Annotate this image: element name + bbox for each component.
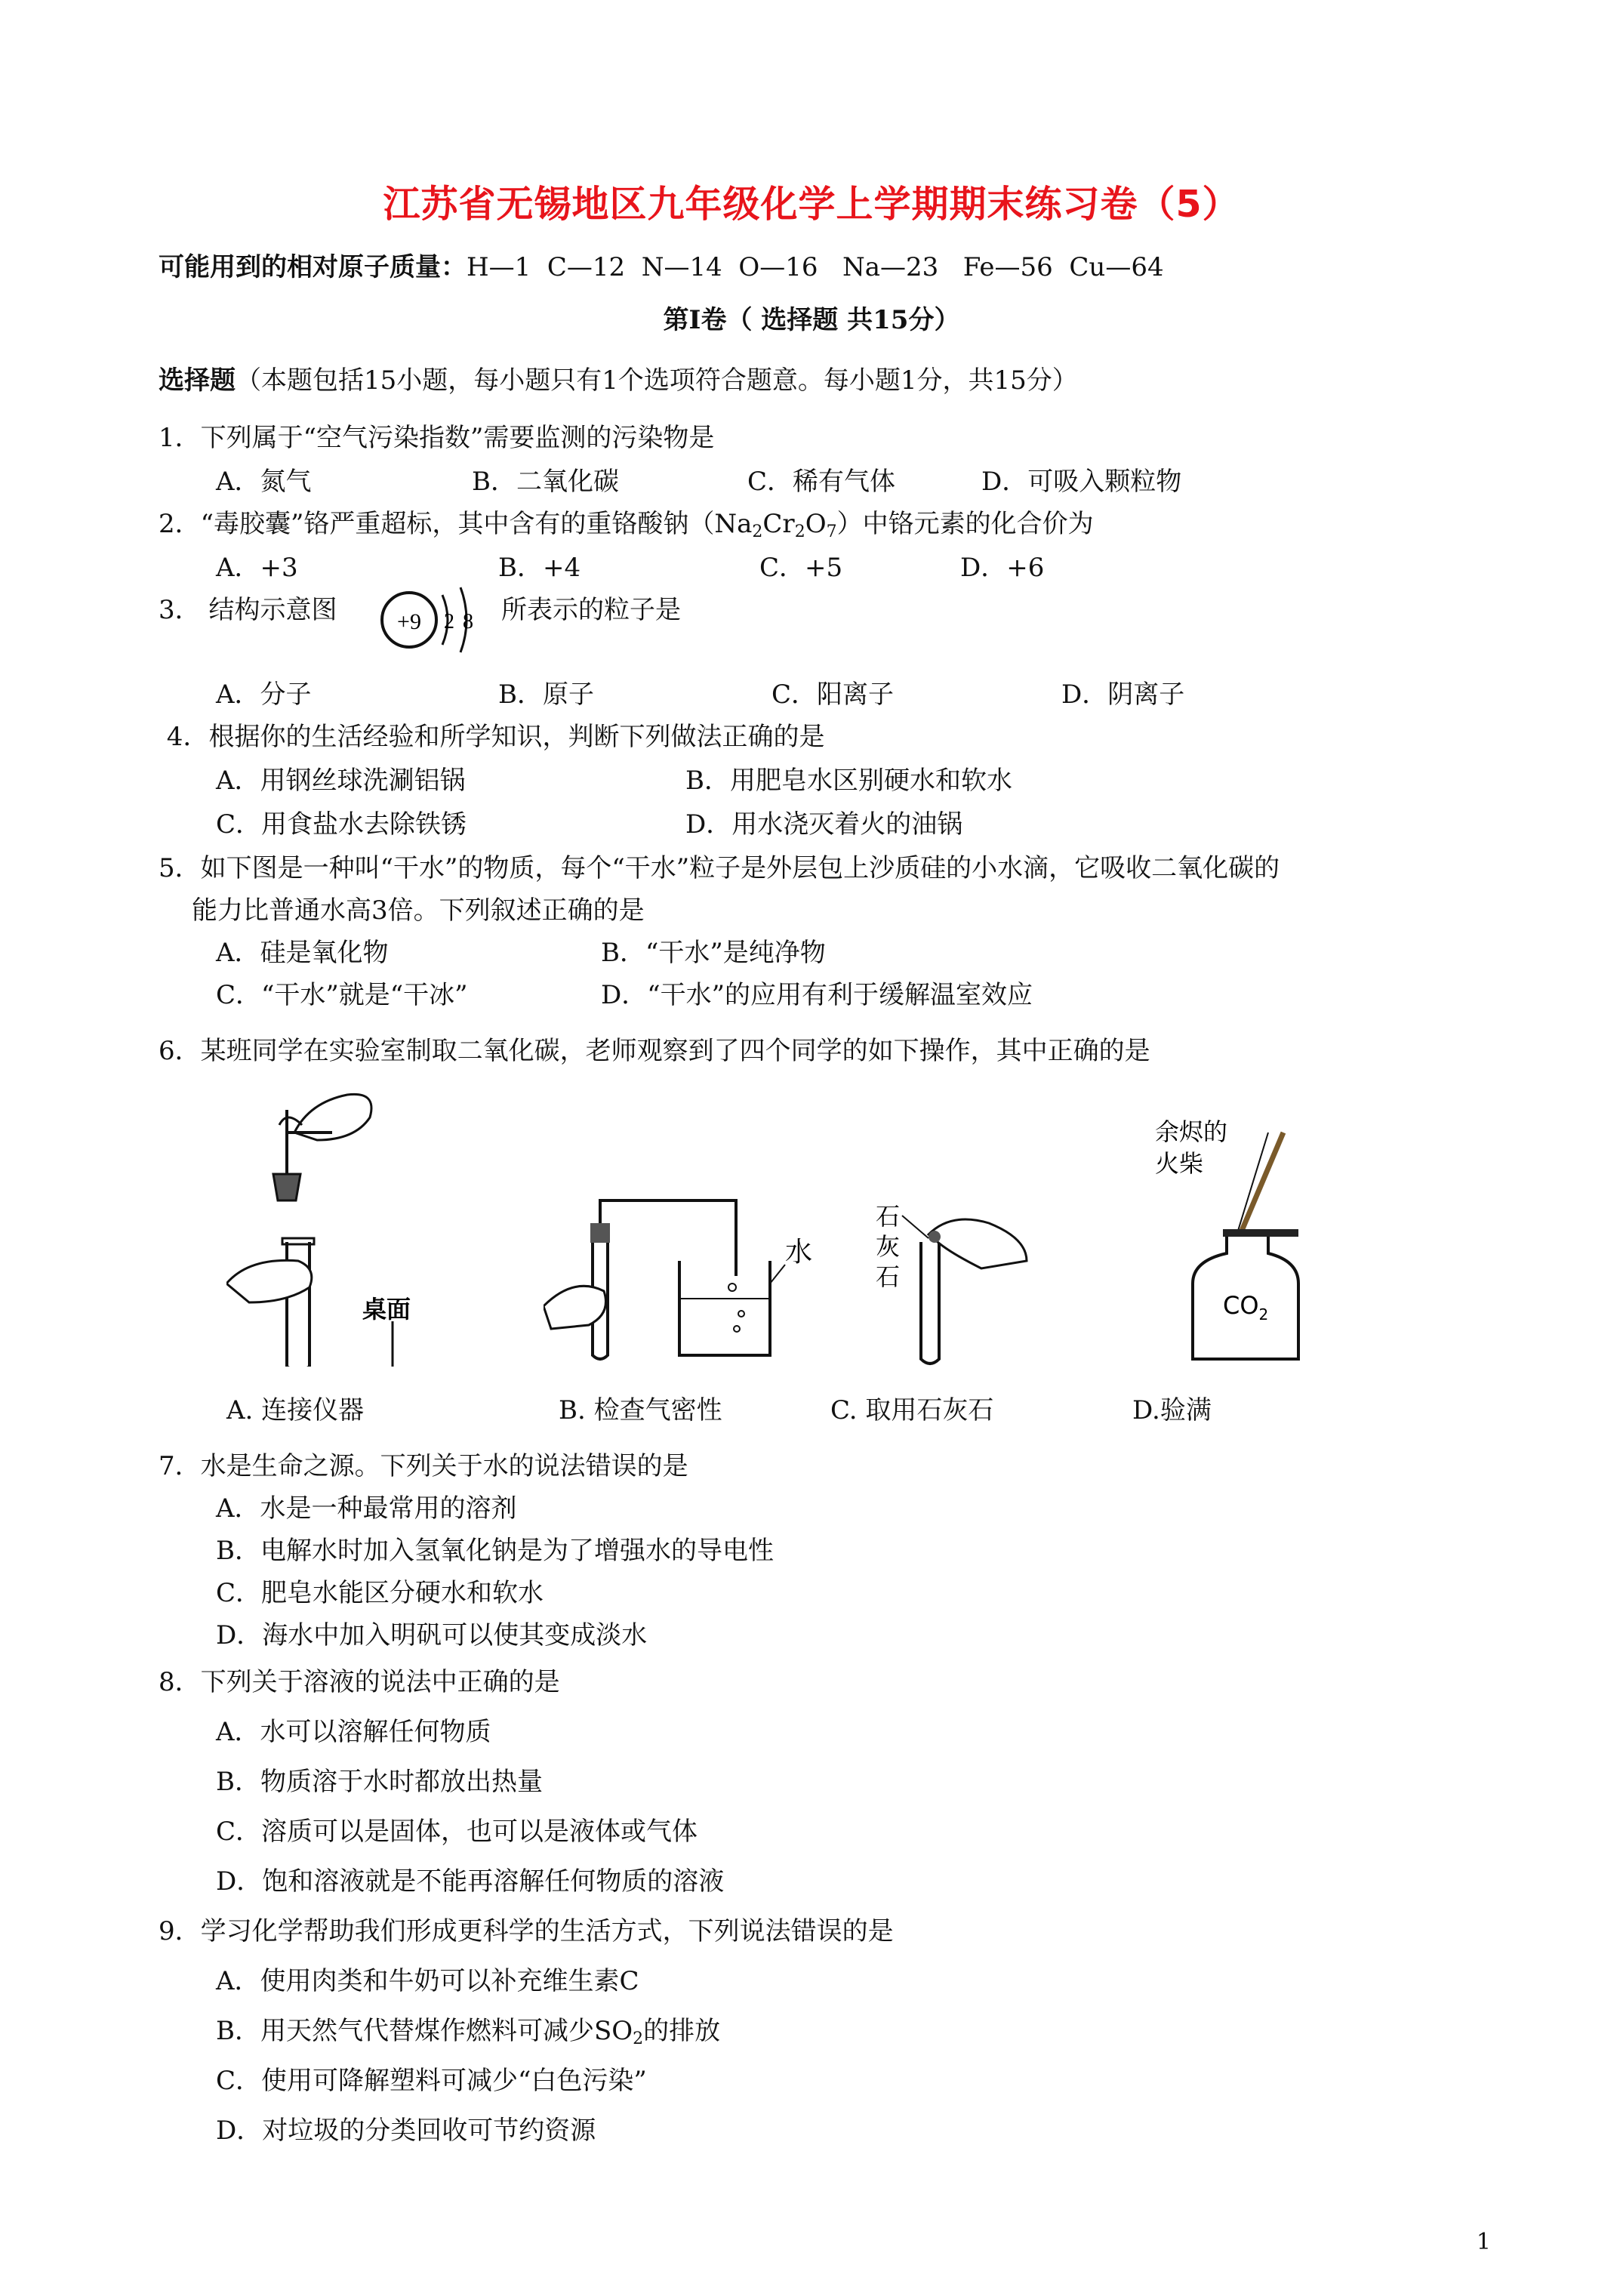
q2-option-c: C．+5 bbox=[759, 553, 843, 583]
q3-option-b: B．原子 bbox=[498, 680, 594, 710]
q5-option-d: D．“干水”的应用有利于缓解温室效应 bbox=[601, 980, 1033, 1010]
table-surface-label: 桌面 bbox=[362, 1295, 411, 1324]
q2-stem-cr: Cr bbox=[762, 509, 795, 539]
q8-option-d: D．饱和溶液就是不能再溶解任何物质的溶液 bbox=[216, 1866, 725, 1897]
q8-option-b: B．物质溶于水时都放出热量 bbox=[216, 1767, 543, 1797]
q5-option-b: B．“干水”是纯净物 bbox=[601, 938, 826, 968]
instructions-label: 选择题 bbox=[159, 365, 236, 396]
q8-stem: 8．下列关于溶液的说法中正确的是 bbox=[159, 1667, 560, 1697]
q2-stem-post: ）中铬元素的化合价为 bbox=[836, 509, 1094, 539]
q2-stem-pre: 2．“毒胶囊”铬严重超标，其中含有的重铬酸钠（Na bbox=[159, 509, 753, 539]
figure-b-airtightness-check bbox=[544, 1193, 823, 1367]
figure-d-check-full bbox=[1147, 1110, 1329, 1367]
q1-option-b: B．二氧化碳 bbox=[472, 467, 619, 497]
q5-stem-line2: 能力比普通水高3倍。下列叙述正确的是 bbox=[192, 895, 645, 926]
atomic-mass-line bbox=[159, 251, 1164, 284]
q2-sub-1: 2 bbox=[752, 522, 763, 541]
shell-1-electrons: 2 bbox=[444, 610, 454, 633]
q4-option-d: D．用水浇灭着火的油锅 bbox=[685, 809, 963, 840]
q1-option-a: A．氮气 bbox=[216, 467, 312, 497]
ember-match-label-2: 火柴 bbox=[1155, 1149, 1204, 1178]
shell-2-electrons: 8 bbox=[463, 610, 473, 633]
page-title: 江苏省无锡地区九年级化学上学期期末练习卷（5） bbox=[383, 183, 1240, 226]
q6-option-c: C. 取用石灰石 bbox=[830, 1395, 994, 1425]
q7-option-c: C．肥皂水能区分硬水和软水 bbox=[216, 1578, 544, 1608]
q1-option-c: C．稀有气体 bbox=[747, 467, 896, 497]
q4-option-a: A．用钢丝球洗涮铝锅 bbox=[216, 766, 466, 796]
q6-option-a: A. 连接仪器 bbox=[226, 1395, 365, 1425]
q2-option-a: A．+3 bbox=[216, 553, 298, 583]
q7-option-a: A．水是一种最常用的溶剂 bbox=[216, 1493, 517, 1524]
q9-option-c: C．使用可降解塑料可减少“白色污染” bbox=[216, 2066, 647, 2096]
q9-option-d: D．对垃圾的分类回收可节约资源 bbox=[216, 2116, 596, 2146]
instructions bbox=[159, 364, 1078, 397]
limestone-label-1: 石 bbox=[876, 1202, 901, 1231]
q2-option-d: D．+6 bbox=[960, 553, 1045, 583]
q7-option-d: D．海水中加入明矾可以使其变成淡水 bbox=[216, 1620, 648, 1650]
q2-sub-3: 7 bbox=[826, 522, 837, 541]
q9-option-b-post: 的排放 bbox=[643, 2016, 721, 2046]
q6-option-d: D.验满 bbox=[1132, 1395, 1212, 1425]
q3-option-c: C．阳离子 bbox=[771, 680, 895, 710]
co2-label: $CO_2$ bbox=[1223, 1291, 1269, 1324]
nucleus-charge: +9 bbox=[397, 609, 421, 634]
q5-option-a: A．硅是氧化物 bbox=[216, 938, 389, 968]
water-label: 水 bbox=[785, 1237, 813, 1268]
instructions-text: （本题包括15小题，每小题只有1个选项符合题意。每小题1分，共15分） bbox=[236, 365, 1078, 396]
q4-option-b: B．用肥皂水区别硬水和软水 bbox=[685, 766, 1012, 796]
q3-option-a: A．分子 bbox=[216, 680, 312, 710]
figure-c-take-limestone bbox=[868, 1200, 1034, 1367]
q5-option-c: C．“干水”就是“干冰” bbox=[216, 980, 468, 1010]
q2-stem bbox=[159, 507, 1094, 541]
q9-option-b-pre: B．用天然气代替煤作燃料可减少SO bbox=[216, 2016, 633, 2046]
q2-stem-o: O bbox=[805, 509, 827, 539]
q6-stem: 6．某班同学在实验室制取二氧化碳，老师观察到了四个同学的如下操作，其中正确的是 bbox=[159, 1036, 1150, 1066]
q2-sub-2: 2 bbox=[794, 522, 805, 541]
q9-option-b bbox=[216, 2014, 720, 2048]
q9-stem: 9．学习化学帮助我们形成更科学的生活方式，下列说法错误的是 bbox=[159, 1916, 894, 1946]
section-title: 第Ⅰ卷（ 选择题 共15分） bbox=[663, 305, 960, 335]
q7-stem: 7．水是生命之源。下列关于水的说法错误的是 bbox=[159, 1451, 688, 1481]
q8-option-a: A．水可以溶解任何物质 bbox=[216, 1717, 491, 1747]
atom-structure-diagram bbox=[377, 578, 491, 661]
q5-stem-line1: 5．如下图是一种叫“干水”的物质，每个“干水”粒子是外层包上沙质硅的小水滴，它吸收二氧化碳的 bbox=[159, 853, 1280, 883]
q1-stem: 1．下列属于“空气污染指数”需要监测的污染物是 bbox=[159, 423, 715, 453]
q4-stem: 4．根据你的生活经验和所学知识，判断下列做法正确的是 bbox=[159, 722, 825, 752]
q9-option-a: A．使用肉类和牛奶可以补充维生素C bbox=[216, 1966, 639, 1996]
q4-option-c: C．用食盐水去除铁锈 bbox=[216, 809, 467, 840]
q3-option-d: D．阴离子 bbox=[1061, 680, 1185, 710]
q3-stem-post: 所表示的粒子是 bbox=[501, 595, 681, 625]
q8-option-c: C．溶质可以是固体，也可以是液体或气体 bbox=[216, 1817, 698, 1847]
q7-option-b: B．电解水时加入氢氧化钠是为了增强水的导电性 bbox=[216, 1536, 774, 1566]
atomic-mass-values: H—1 C—12 N—14 O—16 Na—23 Fe—56 Cu—64 bbox=[467, 252, 1164, 282]
atomic-mass-label: 可能用到的相对原子质量： bbox=[159, 252, 467, 282]
figure-a-connect-apparatus bbox=[226, 1087, 453, 1367]
q9-option-b-sub: 2 bbox=[633, 2029, 644, 2048]
limestone-label-3: 石 bbox=[876, 1262, 901, 1291]
page-number: 1 bbox=[1476, 2229, 1491, 2255]
q3-stem-pre: 3． 结构示意图 bbox=[159, 595, 337, 625]
q6-option-b: B. 检查气密性 bbox=[559, 1395, 722, 1425]
q1-option-d: D．可吸入颗粒物 bbox=[981, 467, 1182, 497]
q2-option-b: B．+4 bbox=[498, 553, 581, 583]
limestone-label-2: 灰 bbox=[876, 1232, 901, 1261]
ember-match-label-1: 余烬的 bbox=[1155, 1117, 1228, 1146]
